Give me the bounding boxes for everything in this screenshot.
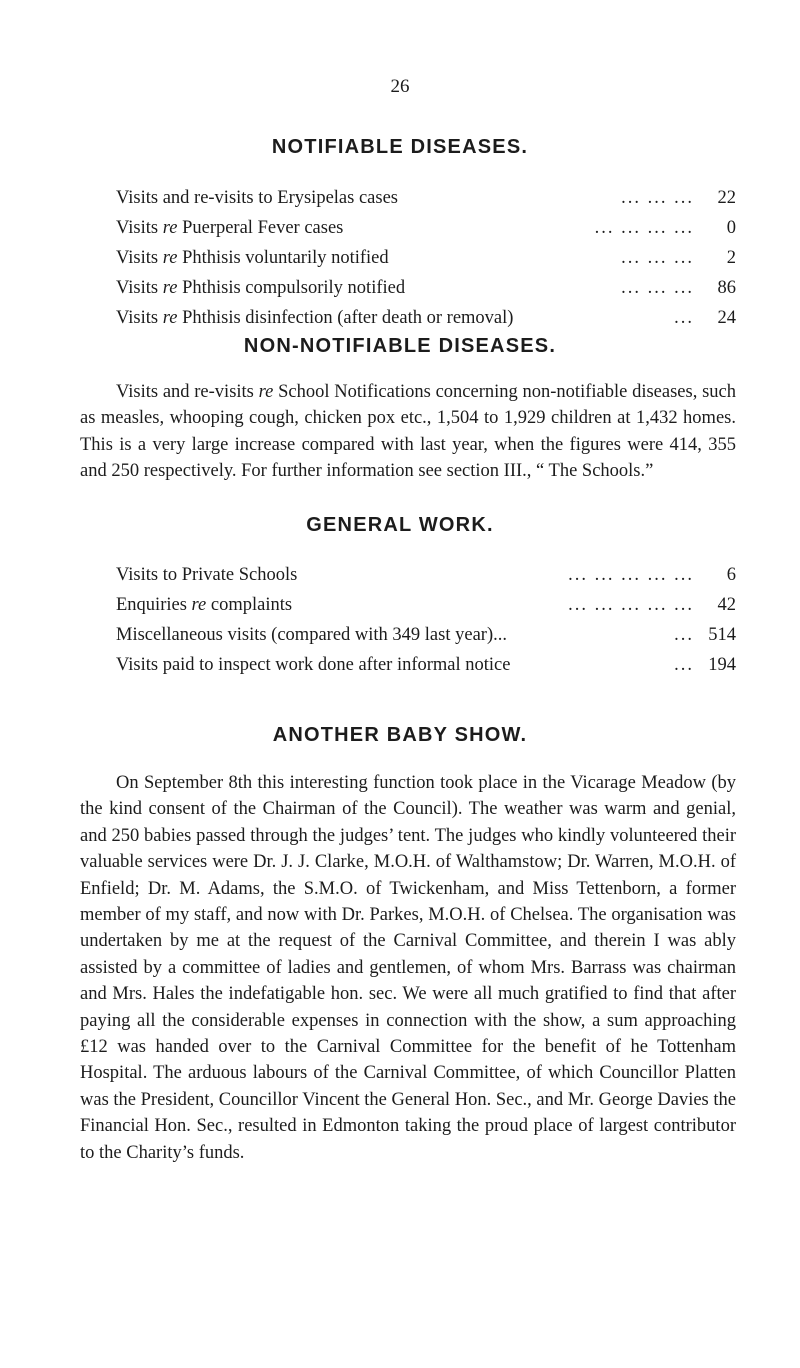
row-label: Visits re Phthisis voluntarily notified xyxy=(116,248,389,268)
list-row xyxy=(116,183,736,213)
leader-dots: ... xyxy=(674,625,694,645)
general-work-list xyxy=(116,560,736,680)
non-notifiable-paragraph: Visits and re-visits re School Notifications concerning non-notifiable diseases, such as measles, whooping cough, chicken pox etc., 1,504 to 1,929 children at 1,432 homes. This is a very large increase compared with last year, when the figures were 414, 355 and 250 respectively. For further information see section III., “ The Schools.” xyxy=(80,382,736,482)
leader-dots: ... ... ... ... xyxy=(594,218,694,238)
notifiable-heading: NOTIFIABLE DISEASES. xyxy=(271,136,529,158)
baby-show-paragraph: On September 8th this interesting function took place in the Vicarage Meadow (by the kind consent of the Chairman of the Council). The weather was warm and genial, and 250 babies passed through the judges’ tent. The judges who kindly volunteered their valuable services were Dr. J. J. Clarke, M.O.H. of Walthamstow; Dr. Warren, M.O.H. of Enfield; Dr. M. Adams, the S.M.O. of Twickenham, and Miss Tettenborn, a former member of my staff, and now with Dr. Parkes, M.O.H. of Chelsea. The organisation was undertaken by me at the request of the Carnival Committee, and therein I was ably assisted by a committee of ladies and gentlemen, of whom Mrs. Barrass was chairman and Mrs. Hales the indefatigable hon. sec. We were all much gratified to find that after paying all the considerable expenses in connection with the show, a sum approaching £12 was handed over to the Carnival Committee for the benefit of he Tottenham Hospital. The arduous labours of the Carnival Committee, of which Councillor Platten was the President, Councillor Vincent the General Hon. Sec., and Mr. George Davies the Financial Hon. Sec., resulted in Edmonton taking the proud place of largest contributor to the Charity’s funds. xyxy=(80,773,736,1163)
list-row xyxy=(116,560,736,590)
list-row xyxy=(116,243,736,273)
general-work-heading: GENERAL WORK. xyxy=(306,514,494,536)
row-label: Enquiries re complaints xyxy=(116,595,293,615)
row-label: Visits re Puerperal Fever cases xyxy=(116,218,344,238)
list-row xyxy=(116,650,736,680)
row-value: 2 xyxy=(726,248,736,268)
leader-dots: ... ... ... xyxy=(621,188,694,208)
list-row xyxy=(116,273,736,303)
list-row xyxy=(116,213,736,243)
row-value: 194 xyxy=(708,655,736,675)
row-value: 0 xyxy=(726,218,736,238)
leader-dots: ... ... ... xyxy=(621,248,694,268)
list-row xyxy=(116,303,736,333)
notifiable-list xyxy=(116,183,736,333)
row-label: Visits to Private Schools xyxy=(116,565,298,585)
row-value: 514 xyxy=(708,625,736,645)
leader-dots: ... ... ... xyxy=(621,278,694,298)
row-label: Visits and re-visits to Erysipelas cases xyxy=(116,188,398,208)
leader-dots: ... xyxy=(674,655,694,675)
row-value: 42 xyxy=(717,595,736,615)
baby-show-heading: ANOTHER BABY SHOW. xyxy=(272,724,528,746)
row-value: 22 xyxy=(717,188,736,208)
leader-dots: ... ... ... ... ... xyxy=(568,565,694,585)
row-value: 24 xyxy=(717,308,736,328)
row-label: Visits re Phthisis compulsorily notified xyxy=(116,278,406,298)
row-label: Miscellaneous visits (compared with 349 last year)... xyxy=(116,625,507,645)
row-value: 6 xyxy=(726,565,736,585)
leader-dots: ... ... ... ... ... xyxy=(568,595,694,615)
page-number: 26 xyxy=(390,76,410,97)
list-row xyxy=(116,590,736,620)
row-value: 86 xyxy=(717,278,736,298)
row-label: Visits paid to inspect work done after informal notice xyxy=(116,655,511,675)
list-row xyxy=(116,620,736,650)
leader-dots: ... xyxy=(674,308,694,328)
row-label: Visits re Phthisis disinfection (after death or removal) xyxy=(116,308,514,328)
non-notifiable-heading: NON-NOTIFIABLE DISEASES. xyxy=(243,335,557,357)
